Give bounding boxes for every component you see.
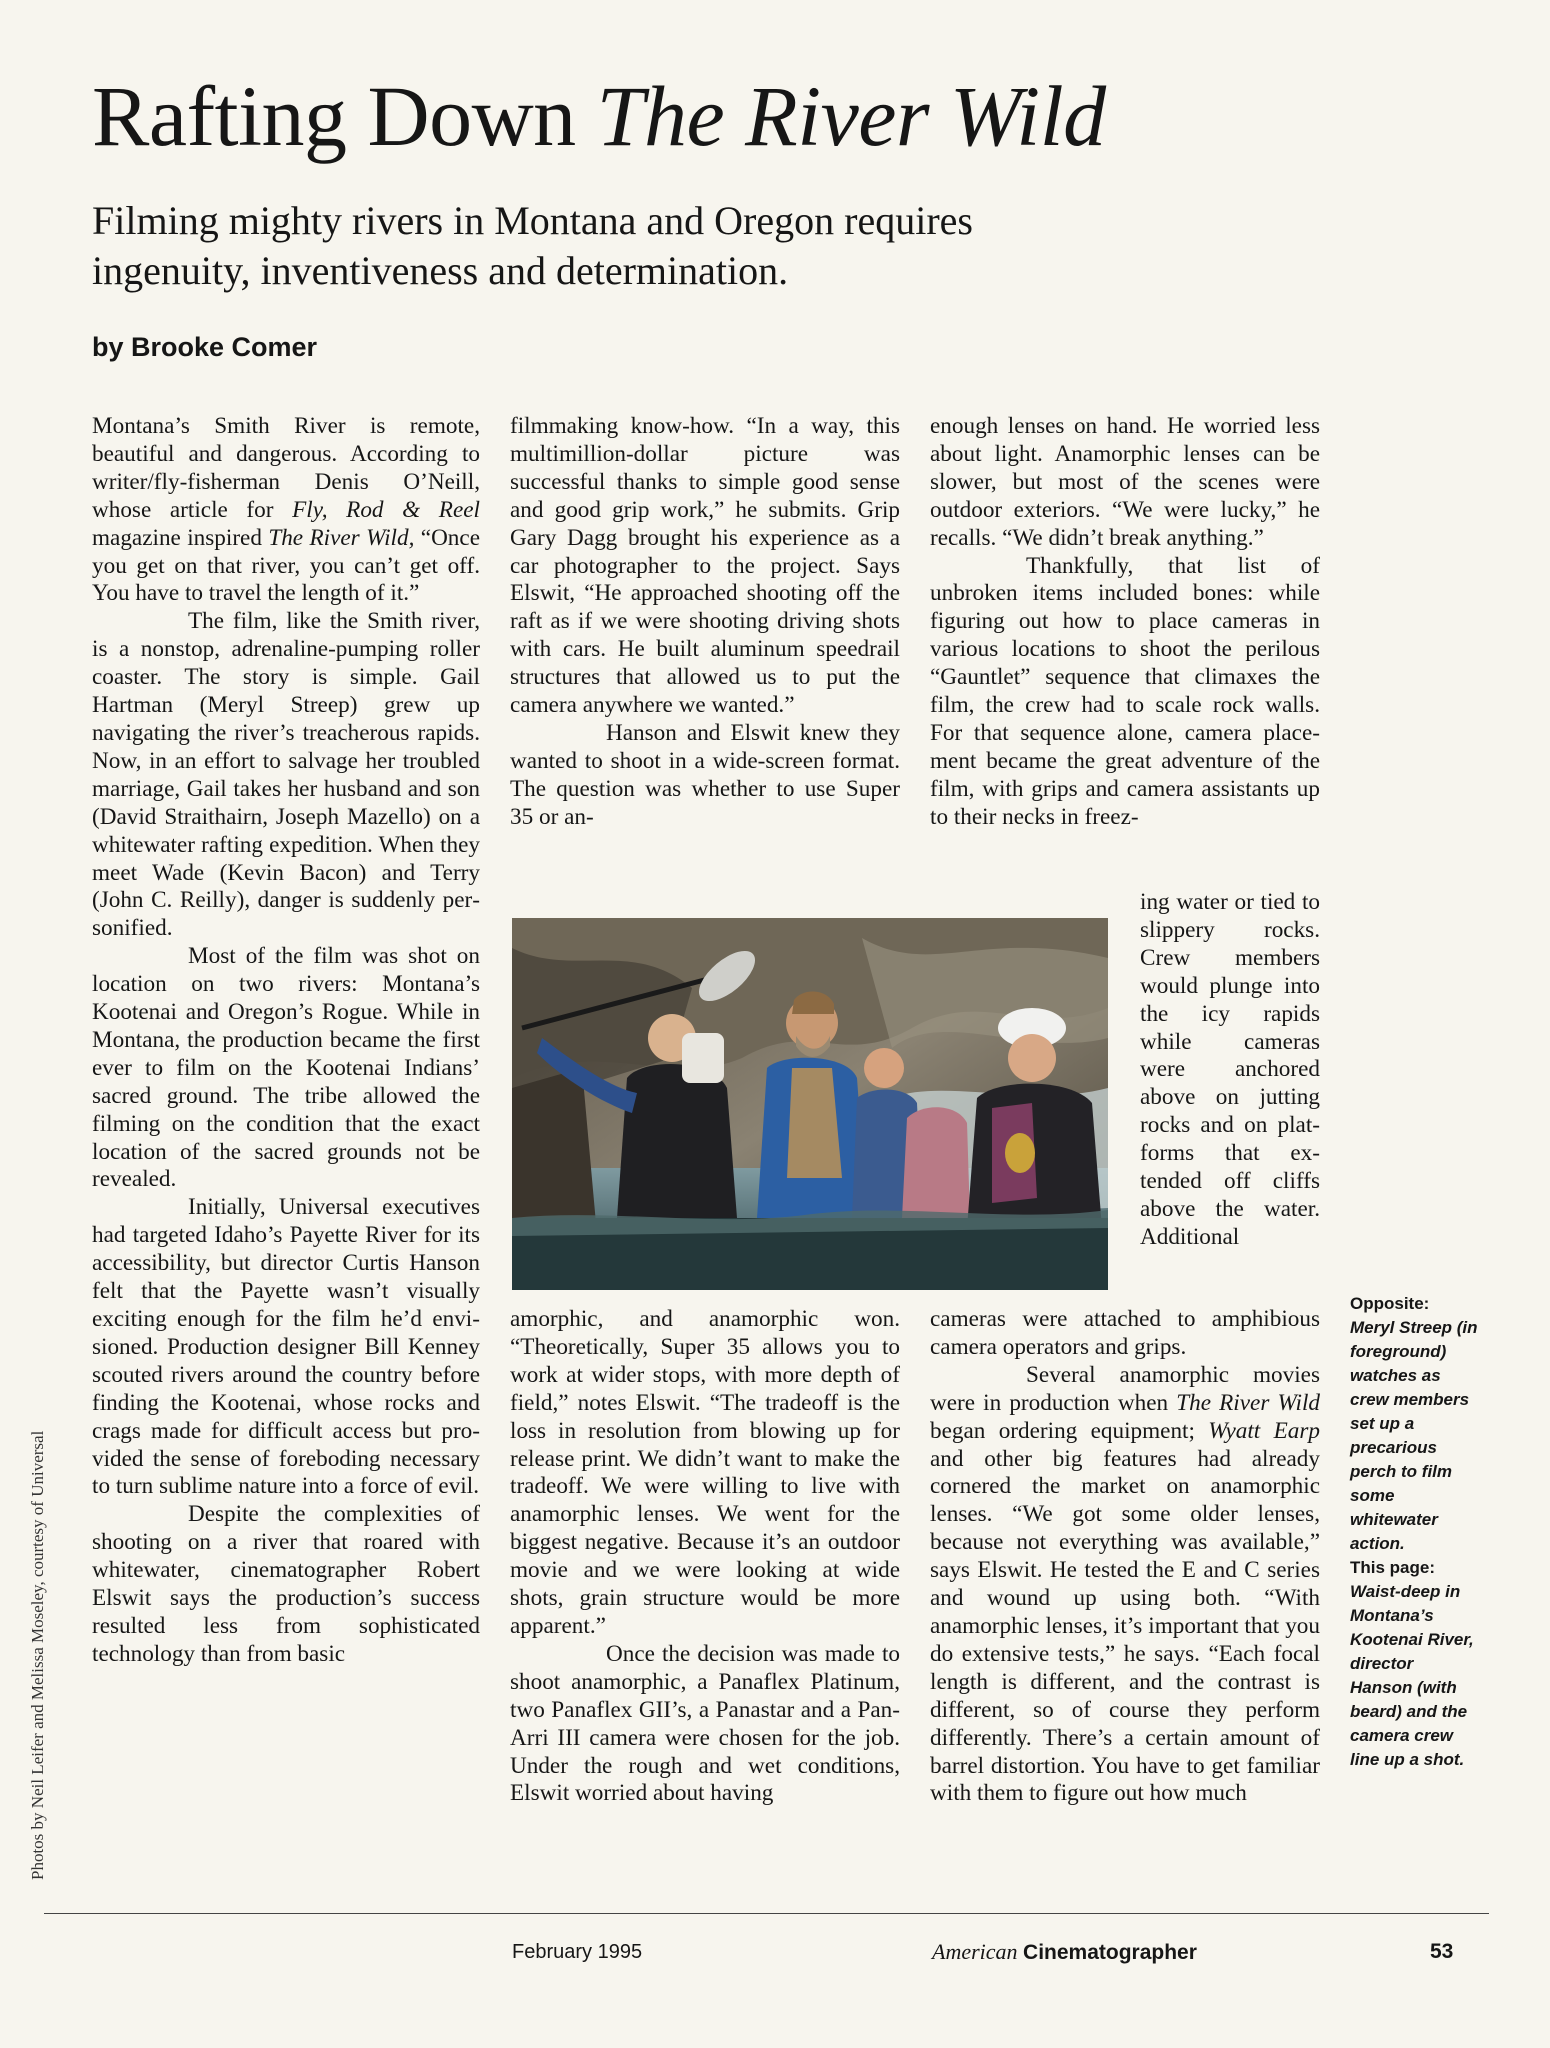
col1-p1-film-title: The River Wild, — [268, 524, 415, 551]
col2-paragraph-4: Once the decision was made to shoot anamorphic, a Panaflex Platinum, two Panaflex GII’s, a Panastar and a Pan-Arri III camera were chosen for the job. Under the rough and wet conditions, Elswit worried about having — [510, 1640, 900, 1807]
col3-paragraph-2-end: cameras were attached to amphibious camera operators and grips. — [930, 1306, 1320, 1360]
col3-p3-other-film-title: Wyatt Earp — [1208, 1417, 1320, 1444]
issue-date: February 1995 — [512, 1941, 643, 1963]
caption-label-this-page: This page: — [1350, 1558, 1436, 1577]
deck-line-2: ingenuity, inventiveness and determination. — [92, 248, 789, 293]
col2-paragraph-1: filmmaking know-how. “In a way, this multimillion-dollar picture was successful thanks to simple good sense and good grip work,” he submits. Grip Gary Dagg brought his experience as a car photographer to the project. Says Elswit, “He approached shooting off the raft as if we were shooting driving shots with cars. He built aluminum speedrail structures that allowed us to put the camera anywhere we wanted.” — [510, 413, 900, 719]
col1-p1-magazine-title: Fly, Rod & Reel — [292, 496, 480, 523]
photo-credit: Photos by Neil Leifer and Melissa Moseley, courtesy of Universal — [28, 1430, 47, 1880]
deck-line-1: Filming mighty rivers in Montana and Oregon requires — [92, 198, 973, 243]
article-title — [92, 68, 1106, 164]
photo-caption — [1350, 1292, 1478, 1772]
photo-illustration — [512, 918, 1108, 1290]
film-crew-photo — [512, 918, 1108, 1290]
body-column-1 — [92, 413, 480, 1873]
col2-paragraph-3: amorphic, and anamorphic won. “Theoretically, Super 35 allows you to work at wider stops, with more depth of field,” notes Elswit. “The tradeoff is the loss in resolution from blowing up for release print. We didn’t want to make the tradeoff. We were willing to live with anamorphic lenses. We went for the biggest negative. Because it’s an outdoor movie and we were looking at wide shots, grain structure would be more apparent.” — [510, 1306, 900, 1639]
col1-paragraph-3: Most of the film was shot on location on two rivers: Montana’s Kootenai and Oregon’s Rogue. While in Montana, the production became the first ever to film on the Kootenai Indians’ sacred ground. The tribe allowed the filming on the condition that the exact location of the sacred grounds not be revealed. — [92, 943, 480, 1193]
col3-paragraph-2: Thankfully, that list of unbroken items included bones: while figuring out how to place cameras in various locations to shoot the perilous “Gauntlet” sequence that climaxes the film, the crew had to scale rock walls. For that sequence alone, camera placement became the great adventure of the film, with grips and camera assistants up to their necks in freez- — [930, 552, 1320, 830]
body-column-3-bottom — [930, 1306, 1320, 1866]
byline: by Brooke Comer — [92, 332, 318, 362]
col1-p1-text-e: “Once you get on that river, you can’t get off. You have to travel the length of it.” — [92, 524, 480, 607]
col1-paragraph-1 — [92, 413, 480, 608]
col1-p1-text-c: magazine inspired — [92, 524, 269, 551]
col3-paragraph-1: enough lenses on hand. He worried less about light. Anamorphic lenses can be slower, but most of the scenes were outdoor exteriors. “We were lucky,” he recalls. “We didn’t break anything.” — [930, 413, 1320, 551]
col3-paragraph-2-narrow: ing water or tied to slippery rocks. Crew members would plunge into the icy rapids while cameras were anchored above on jutting rocks and on platforms that extended off cliffs above the water. Additional — [1140, 889, 1320, 1250]
body-column-3-top — [930, 413, 1320, 893]
footer-rule — [44, 1913, 1489, 1914]
caption-text-this-page: Waist-deep in Montana’s Kootenai River, director Hanson (with beard) and the camera crew line up a shot. — [1350, 1582, 1474, 1769]
col1-paragraph-4: Initially, Universal executives had targeted Idaho’s Payette River for its accessibility, but director Curtis Hanson felt that the Payette wasn’t visually exciting enough for the film he’d envisioned. Production designer Bill Kenney scouted rivers around the country before finding the Kootenai, whose rocks and crags made for difficult access but provided the sense of foreboding necessary to turn sublime nature into a force of evil. — [92, 1194, 480, 1500]
col3-p3-text-e: and other big features had already cornered the market on anamorphic lenses. “We got some older lenses, because not everything was available,” says Elswit. He tested the E and C series and wound up using both. “With anamorphic lenses, it’s important that you do extensive tests,” he says. “Each focal length is different, and the contrast is different, so of course they perform differently. There’s a certain amount of barrel distortion. You have to get familiar with them to figure out how much — [930, 1445, 1320, 1807]
body-column-2-bottom — [510, 1306, 900, 1866]
col3-paragraph-3 — [930, 1362, 1320, 1809]
body-column-3-runaround — [1140, 889, 1320, 1309]
caption-text-opposite: Meryl Streep (in foreground) watches as crew members set up a precarious perch to film some whitewater action. — [1350, 1318, 1478, 1553]
caption-label-opposite: Opposite: — [1350, 1294, 1430, 1313]
title-plain: Rafting Down — [92, 68, 597, 164]
article-deck — [92, 196, 1292, 296]
col2-paragraph-2: Hanson and Elswit knew they wanted to shoot in a wide-screen format. The question was whether to use Super 35 or an- — [510, 719, 900, 830]
body-column-2-top — [510, 413, 900, 883]
page-number: 53 — [1430, 1940, 1454, 1963]
col3-p3-text-a: Several anamorphic movies were in production when — [930, 1361, 1320, 1416]
magazine-name-bold: Cinematographer — [1023, 1941, 1197, 1964]
col3-p3-film-title: The River Wild — [1176, 1389, 1320, 1416]
col1-p1-text-a: Montana’s Smith River is remote, beautiful and dangerous. According to writer/fly-fisherman Denis O’Neill, whose article for — [92, 413, 480, 523]
title-italic: The River Wild — [596, 68, 1106, 164]
magazine-name — [932, 1940, 1197, 1965]
col1-paragraph-5: Despite the complexities of shooting on a river that roared with whitewater, cinematographer Robert Elswit says the production’s success resulted less from sophisticated technology than from basic — [92, 1501, 480, 1667]
col3-p3-text-c: began ordering equipment; — [930, 1417, 1209, 1444]
col1-paragraph-2: The film, like the Smith river, is a nonstop, adrenaline-pumping roller coaster. The story is simple. Gail Hartman (Meryl Streep) grew up navigating the river’s treacherous rapids. Now, in an effort to salvage her troubled marriage, Gail takes her husband and son (David Straithairn, Joseph Mazello) on a whitewater rafting expedition. When they meet Wade (Kevin Bacon) and Terry (John C. Reilly), danger is suddenly personified. — [92, 608, 480, 942]
magazine-name-italic: American — [932, 1939, 1018, 1964]
